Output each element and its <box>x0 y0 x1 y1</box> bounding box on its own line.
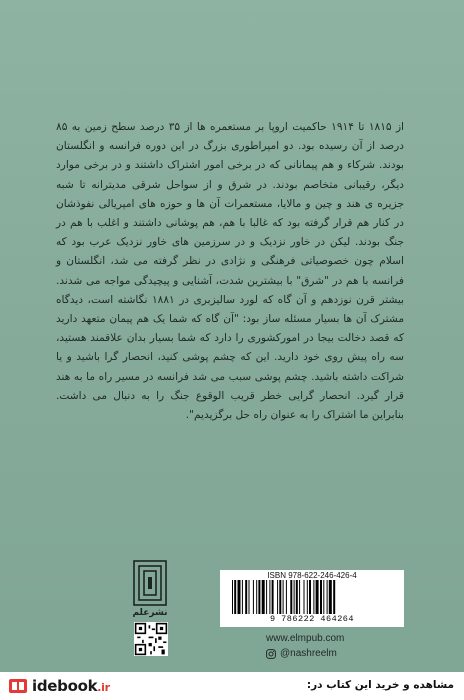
barcode-bar <box>234 580 236 614</box>
barcode-bar <box>329 580 332 614</box>
barcode-bar <box>316 580 319 614</box>
barcode-bar <box>245 580 247 614</box>
idebook-footer-banner[interactable] <box>0 672 464 700</box>
barcode-bar <box>242 580 243 614</box>
barcode-bar <box>313 580 314 614</box>
barcode-bar <box>299 580 300 614</box>
barcode-bar <box>272 580 274 614</box>
book-store-icon <box>8 676 28 696</box>
barcode-bar <box>262 580 265 614</box>
barcode-bar <box>323 580 324 614</box>
barcode-digits: 9 786222 464264 <box>269 614 354 624</box>
barcode-bar <box>296 580 298 614</box>
publisher-name: نشرعلم <box>132 608 168 618</box>
barcode-bar <box>307 580 308 614</box>
qr-code-icon[interactable] <box>134 622 168 656</box>
barcode-bar <box>290 580 292 614</box>
barcode-bar <box>286 580 287 614</box>
brand-name-text <box>32 677 110 695</box>
blurb-text: از ۱۸۱۵ تا ۱۹۱۴ حاکمیت اروپا بر مستعمره ها از ۳۵ درصد سطح زمین به ۸۵ درصد از آن رسیده بود. دو امپراطوری بزرگ در این دوره فرانسه و انگلستان بودند. شرکاء و هم پیمانانی که در برخی امور اشتراک داشتند و در برخی موارد دیگر، رقیبانی متخاصم بودند. در شرق و از سواحل شرقی مدیترانه تا شبه جزیره ی هند و چین و مالایا، مستعمرات آن ها و حوزه های امپریالی نفوذشان در کنار هم قرار گرفته بود که غالبا با هم، هم پوشانی داشتند و اغلب با هم در جنگ بودند. لیکن در خاور نزدیک و در سرزمین های خاور نزدیک عرب بود که اسلام چون خصوصیاتی فرهنگی و نژادی در نظر گرفته می شد، انگلستان و فرانسه با هم در "شرق" با بیشترین شدت، آشنایی و پیچیدگی مواجه می شدند. بیشتر قرن نوزدهم و آن گاه که لورد سالیزبری در ۱۸۸۱ نگاشته است، دیدگاه مشترک آن ها بسیار مسئله ساز بود: "آن گاه که شما یک هم پیمان متعهد دارید که قصد دخالت بیجا در امورکشوری را دارد که شما بسیار بدان علاقمند هستید، سه راه پیش روی خود دارید. این که چشم پوشی کنید، انحصار گرا باشید و یا شراکت داشته باشید. چشم پوشی سبب می شد فرانسه در مسیر راه ما به هند قرار گیرد. انحصار گرایی خطر قریب الوقوع جنگ را به دنبال می داشت. بنابراین ما اشتراک را به عنوان راه حل برگزیدیم". <box>56 121 404 422</box>
instagram-handle: @nashreelm <box>280 648 337 659</box>
barcode-bar <box>309 580 311 614</box>
barcode-bar <box>266 580 267 614</box>
barcode-bar <box>327 580 328 614</box>
barcode-bar <box>258 580 260 614</box>
publisher-logo-icon <box>133 560 167 606</box>
barcode-bar <box>294 580 295 614</box>
barcode-bar <box>320 580 322 614</box>
barcode-bar <box>253 580 254 614</box>
isbn-label: ISBN 978-622-246-426-4 <box>267 571 357 580</box>
barcode-bar <box>238 580 241 614</box>
barcode-bar <box>333 580 335 614</box>
brand-name: idebook <box>32 677 98 695</box>
barcode-bar <box>277 580 278 614</box>
back-cover-blurb <box>56 118 404 425</box>
idebook-brand[interactable] <box>8 675 110 697</box>
barcode-bars <box>232 580 398 614</box>
barcode-bar <box>249 580 250 614</box>
barcode-bar <box>256 580 257 614</box>
barcode-bar <box>279 580 281 614</box>
footer-cta-text: مشاهده و خرید این کتاب در: <box>306 679 454 691</box>
barcode-bar <box>269 580 270 614</box>
barcode-bar <box>304 580 305 614</box>
isbn-barcode <box>220 570 404 627</box>
instagram-icon <box>266 649 276 659</box>
brand-suffix: .ir <box>97 681 110 694</box>
instagram-handle-row[interactable] <box>266 648 406 659</box>
publisher-website[interactable]: www.elmpub.com <box>266 633 345 644</box>
barcode-bar <box>232 580 233 614</box>
barcode-bar <box>283 580 284 614</box>
